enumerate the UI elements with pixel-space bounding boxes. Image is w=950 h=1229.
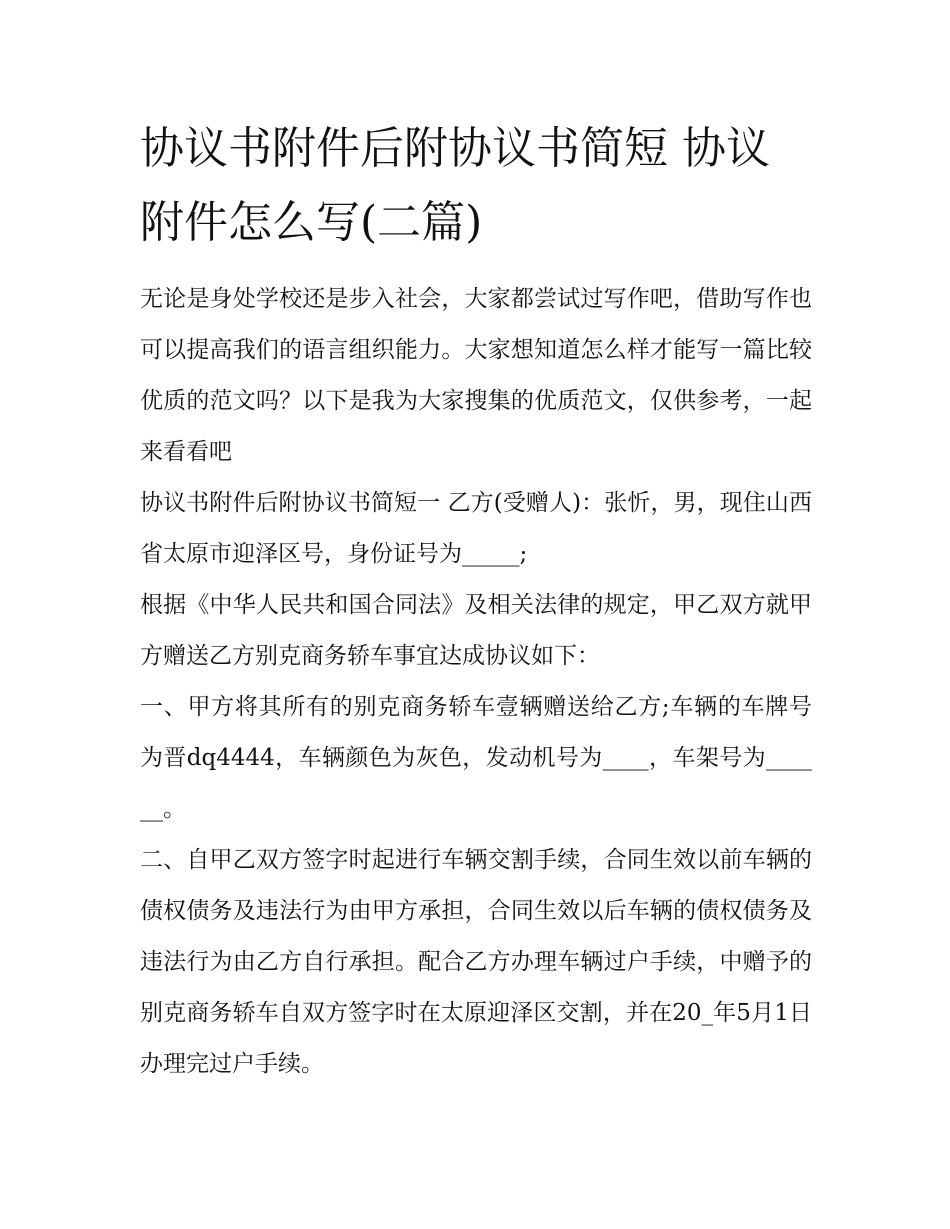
party-b-paragraph: 协议书附件后附协议书简短一 乙方(受赠人)：张忻，男，现住山西省太原市迎泽区号，身份证号为_____; <box>140 490 812 567</box>
intro-paragraph: 无论是身处学校还是步入社会，大家都尝试过写作吧，借助写作也可以提高我们的语言组织能力。大家想知道怎么样才能写一篇比较优质的范文吗？以下是我为大家搜集的优质范文，仅供参考，一起来看看吧 <box>140 286 812 465</box>
document-title: 协议书附件后附协议书简短 协议附件怎么写(二篇) <box>140 123 770 248</box>
clause-one-paragraph: 一、甲方将其所有的别克商务轿车壹辆赠送给乙方;车辆的车牌号为晋dq4444，车辆颜色为灰色，发动机号为____，车架号为______。 <box>140 694 812 822</box>
clause-two-paragraph: 二、自甲乙双方签字时起进行车辆交割手续，合同生效以前车辆的债权债务及违法行为由甲方承担，合同生效以后车辆的债权债务及违法行为由乙方自行承担。配合乙方办理车辆过户手续，中赠予的别克商务轿车自双方签字时在太原迎泽区交割，并在20_年5月1日办理完过户手续。 <box>140 847 812 1077</box>
legal-basis-paragraph: 根据《中华人民共和国合同法》及相关法律的规定，甲乙双方就甲方赠送乙方别克商务轿车事宜达成协议如下： <box>140 592 812 669</box>
document-body <box>140 112 812 1090</box>
